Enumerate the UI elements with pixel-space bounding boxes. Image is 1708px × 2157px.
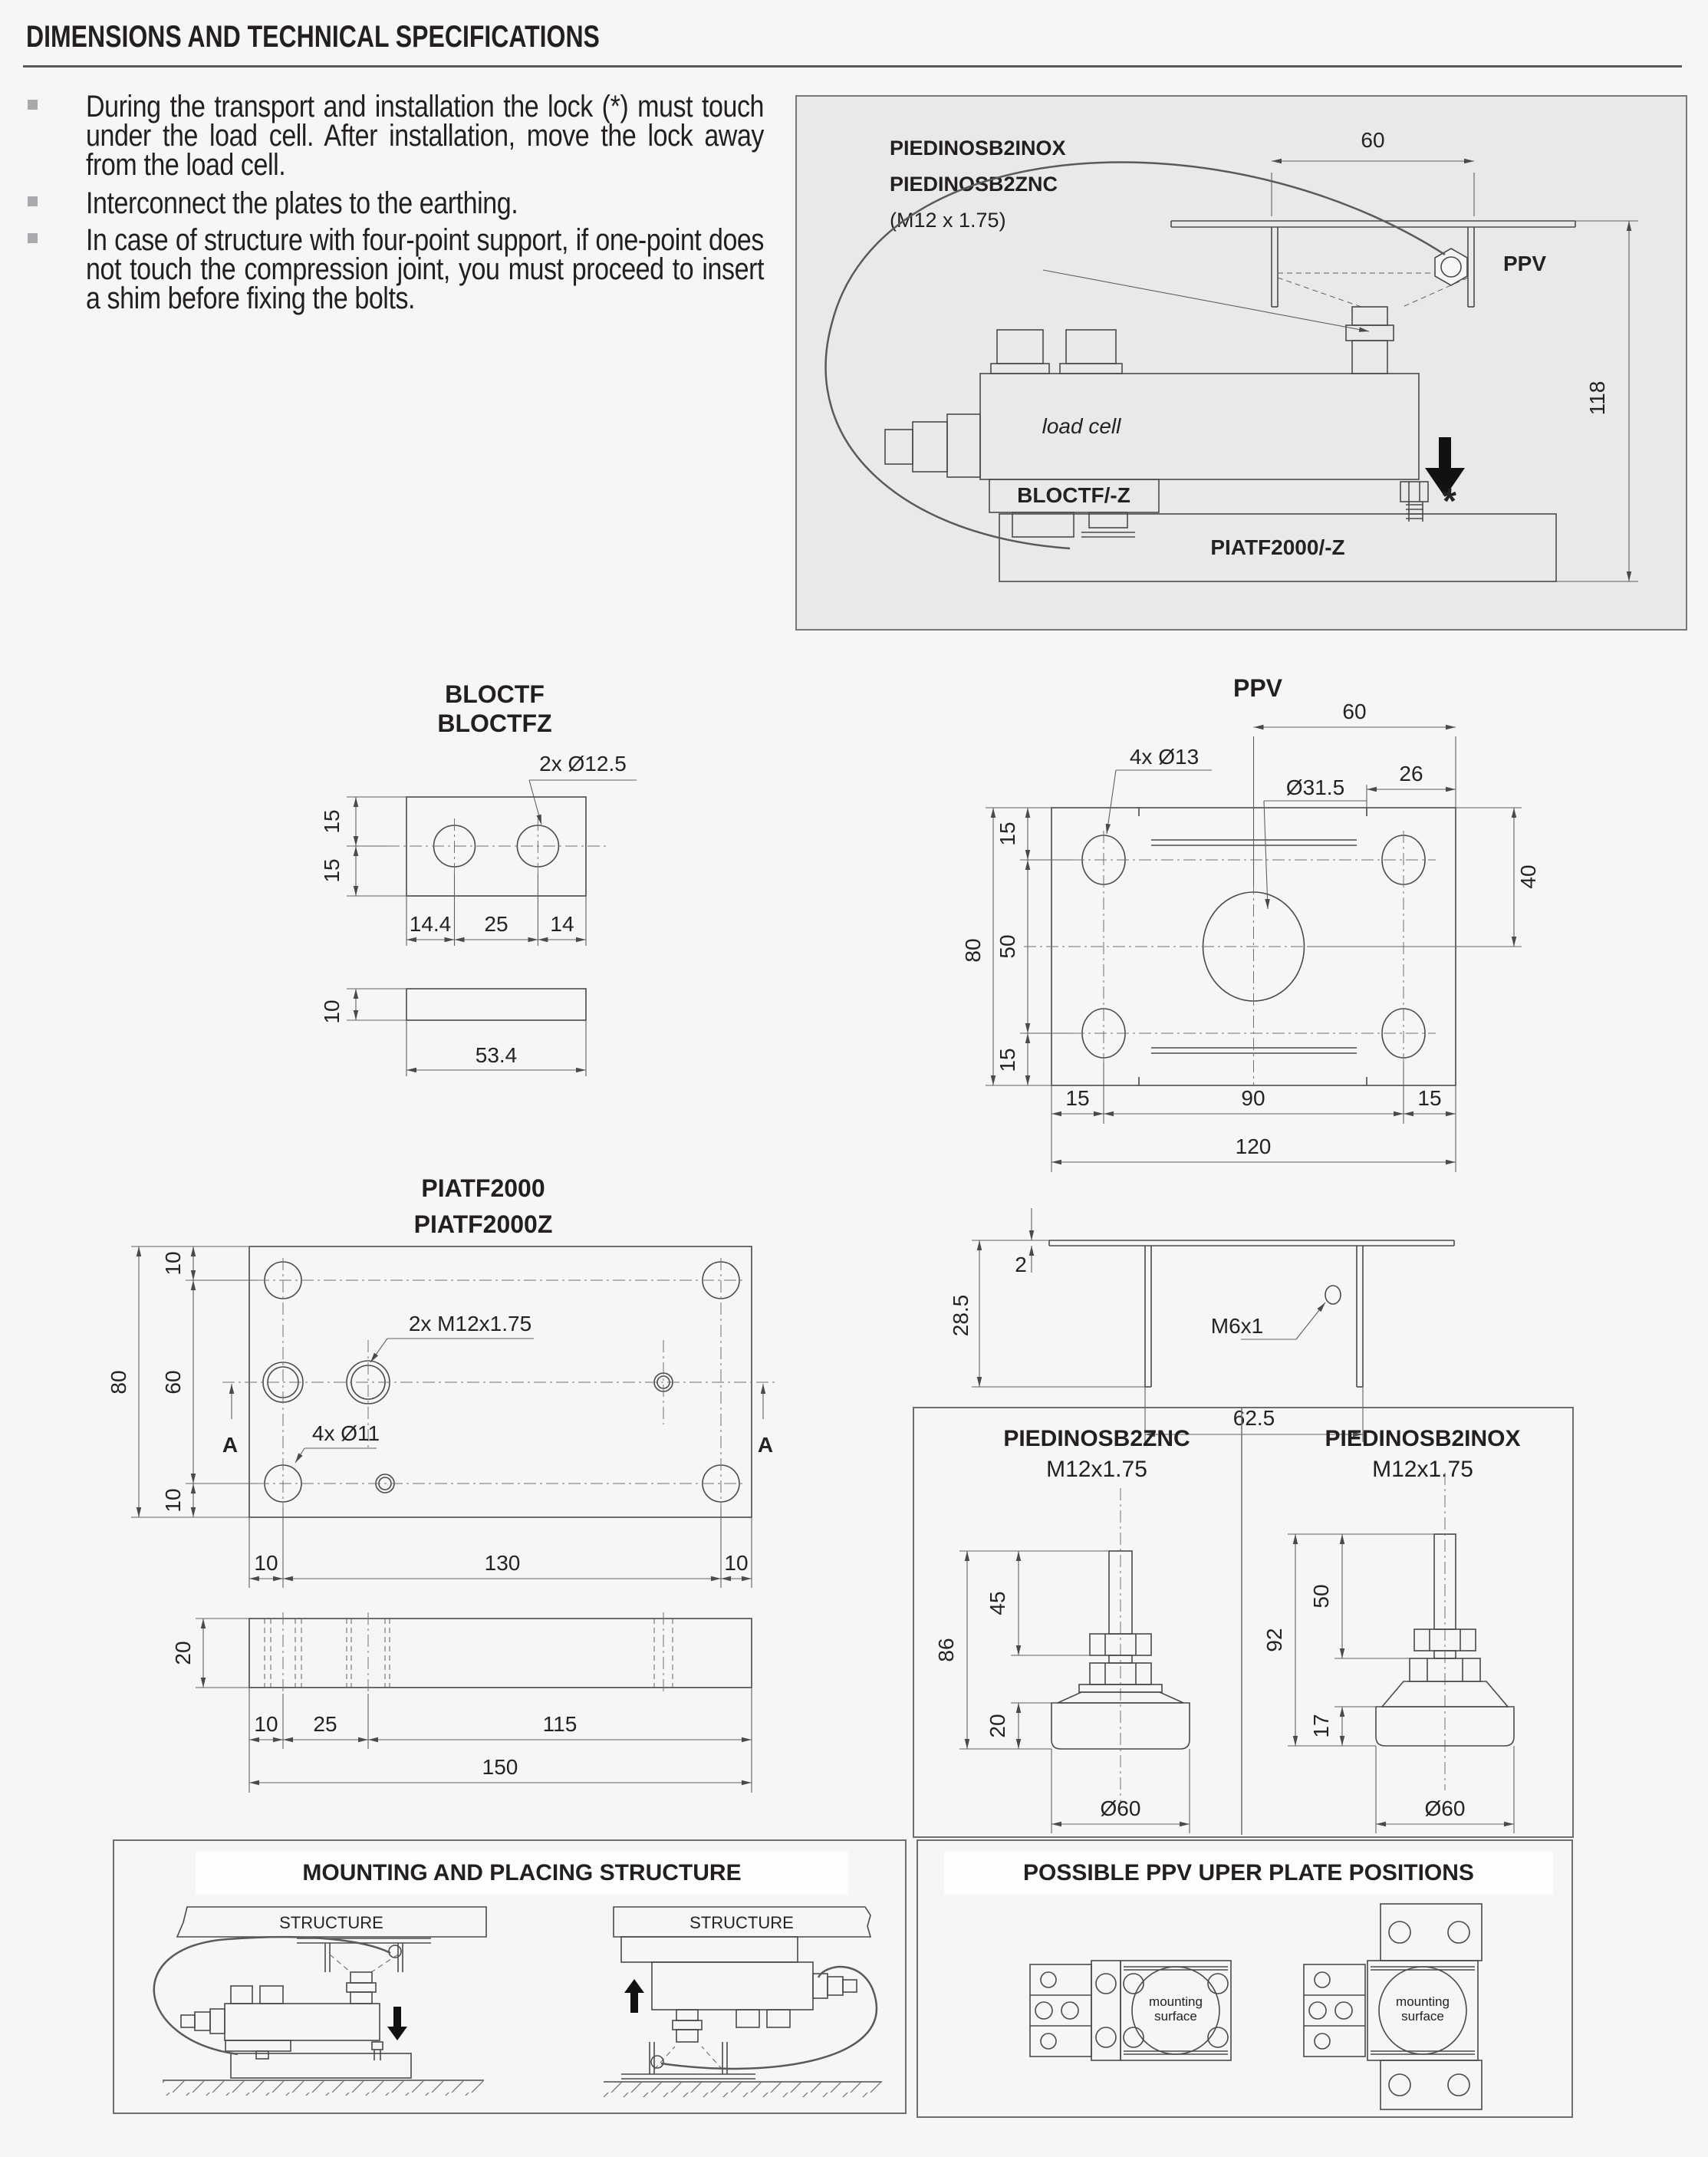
- bloctf-top-view: [387, 797, 606, 896]
- lock-bolt: [1400, 482, 1428, 522]
- piatf-drawing: [107, 1227, 798, 1795]
- dim-25: 25: [484, 912, 508, 936]
- mounting-left-illustration: [154, 1907, 486, 2096]
- mounting-surface-label-left: mounting surface: [1149, 1994, 1203, 2024]
- dim-80: 80: [107, 1370, 130, 1395]
- ground-hatch-right: [604, 2083, 882, 2097]
- o11-callout: 4x Ø11: [311, 1421, 380, 1445]
- inox-subtitle: M12x1.75: [1372, 1457, 1473, 1482]
- bore-callout: Ø31.5: [1285, 776, 1345, 799]
- dim-92: 92: [1262, 1628, 1286, 1652]
- dim-60: 60: [1342, 700, 1367, 723]
- dim-o60-znc: Ø60: [1100, 1796, 1141, 1820]
- mounting-right-illustration: [604, 1907, 882, 2097]
- bloctf-title-line1: BLOCTF: [445, 680, 545, 708]
- dim-20: 20: [986, 1714, 1009, 1738]
- dim-10-bottom: 10: [161, 1488, 185, 1513]
- dim-50: 50: [1309, 1584, 1333, 1609]
- bloctf-figure-title: [322, 680, 667, 738]
- dim-80: 80: [961, 938, 985, 963]
- piatf-dimensions: [107, 1246, 752, 1588]
- load-cell-body: [885, 330, 1419, 479]
- dim-2: 2: [1015, 1253, 1027, 1276]
- dim-50: 50: [996, 934, 1019, 959]
- dim-15b: 15: [320, 858, 344, 883]
- piatf-top-view: [222, 1246, 778, 1517]
- sec-dim-25: 25: [313, 1712, 337, 1736]
- mounting-panel-title: MOUNTING AND PLACING STRUCTURE: [196, 1851, 848, 1895]
- assembly-part2-label: PIEDINOSB2ZNC: [890, 173, 1058, 196]
- feet-drawing: [913, 1407, 1571, 1835]
- znc-title: PIEDINOSB2ZNC: [1003, 1426, 1190, 1451]
- dim-10-top: 10: [161, 1251, 185, 1276]
- piatf-callouts: [295, 1312, 534, 1463]
- dim-62-5: 62.5: [1232, 1406, 1275, 1430]
- section-a-left: A: [222, 1433, 239, 1457]
- dim-120: 120: [1235, 1134, 1272, 1158]
- threaded-suspension: [1346, 307, 1394, 374]
- title-rule: [23, 65, 1682, 68]
- dim-26: 26: [1399, 762, 1423, 785]
- inox-title: PIEDINOSB2INOX: [1325, 1426, 1521, 1451]
- dim-28-5: 28.5: [949, 1294, 972, 1337]
- piatf-title-line1: PIATF2000: [421, 1174, 545, 1202]
- dim-15-top: 15: [996, 822, 1019, 846]
- dim-130: 130: [484, 1551, 521, 1575]
- dim-10-right: 10: [724, 1551, 749, 1575]
- positions-drawing: [917, 1839, 1570, 2115]
- holes-callout: 4x Ø13: [1129, 745, 1200, 769]
- dim-118: 118: [1585, 380, 1609, 416]
- mounting-drawing: [113, 1839, 903, 2111]
- dim-15-left: 15: [1065, 1086, 1090, 1110]
- lock-star: *: [1443, 481, 1456, 521]
- piatf-title-line2: PIATF2000Z: [413, 1210, 553, 1238]
- bullet-icon: [28, 233, 38, 243]
- page-title: DIMENSIONS AND TECHNICAL SPECIFICATIONS: [26, 20, 600, 54]
- thread-callout: M6x1: [1210, 1314, 1264, 1338]
- dim-53-4: 53.4: [475, 1043, 518, 1067]
- m12-callout: 2x M12x1.75: [408, 1312, 532, 1335]
- bullet-icon: [28, 100, 38, 110]
- hole-callout: 2x Ø12.5: [539, 752, 627, 776]
- dim-15a: 15: [320, 809, 344, 834]
- bullet-text-3: In case of structure with four-point support, if one-point does not touch the compression joint, you must proceed to insert a shim before fixing the bolts.: [86, 223, 764, 315]
- dim-15-right: 15: [1417, 1086, 1442, 1110]
- structure-label-left: STRUCTURE: [279, 1913, 383, 1932]
- assembly-thread-label: (M12 x 1.75): [890, 209, 1006, 232]
- dim-45: 45: [986, 1591, 1009, 1615]
- positions-panel-title: POSSIBLE PPV UPER PLATE POSITIONS: [944, 1851, 1553, 1895]
- dim-60: 60: [1361, 128, 1385, 152]
- mounting-surface-label-right: mounting surface: [1396, 1994, 1450, 2024]
- assembly-drawing: [795, 95, 1684, 627]
- piatf-section-view: [171, 1612, 752, 1793]
- bullet-icon: [28, 196, 38, 206]
- dim-86: 86: [934, 1638, 958, 1662]
- structure-label-right: STRUCTURE: [689, 1913, 794, 1932]
- dim-14-4: 14.4: [409, 912, 452, 936]
- dim-40: 40: [1516, 864, 1540, 889]
- leader-line: [1043, 270, 1369, 331]
- ppv-label: PPV: [1502, 252, 1547, 275]
- ground-hatch-left: [163, 2081, 484, 2096]
- dim-10-left: 10: [254, 1551, 278, 1575]
- dim-90: 90: [1241, 1086, 1265, 1110]
- dim-15-bottom: 15: [996, 1048, 1019, 1072]
- cable-gland-nut: [1435, 249, 1467, 285]
- bullet-text-2: Interconnect the plates to the earthing.: [86, 186, 518, 220]
- znc-subtitle: M12x1.75: [1046, 1457, 1147, 1482]
- piatf-label: PIATF2000/-Z: [1210, 535, 1345, 559]
- dim-17: 17: [1309, 1714, 1333, 1738]
- ppv-drawing: [959, 694, 1549, 1177]
- bloctf-drawing: [291, 733, 721, 1116]
- bloctf-label: BLOCTF/-Z: [1017, 483, 1130, 507]
- bloctf-side-view: [406, 989, 586, 1020]
- dim-20: 20: [171, 1641, 195, 1665]
- dim-60: 60: [161, 1370, 185, 1395]
- znc-foot: [934, 1488, 1190, 1833]
- piatf-section-marks: [222, 1384, 773, 1457]
- ppv-figure-title: PPV: [1232, 674, 1283, 702]
- bullet-text-1: During the transport and installation the lock (*) must touch under the load cell. After installation, move the lock away from the load cell.: [86, 90, 764, 182]
- inox-foot: [1262, 1473, 1514, 1833]
- sec-dim-10: 10: [254, 1712, 278, 1736]
- sec-dim-115: 115: [542, 1712, 578, 1736]
- ppv-dimensions: [961, 700, 1540, 1172]
- dim-10: 10: [320, 999, 344, 1024]
- sec-dim-150: 150: [482, 1755, 518, 1779]
- load-cell-label: load cell: [1042, 414, 1121, 438]
- dim-o60-inox: Ø60: [1424, 1796, 1466, 1820]
- section-a-right: A: [757, 1433, 774, 1457]
- dim-14: 14: [550, 912, 574, 936]
- assembly-part1-label: PIEDINOSB2INOX: [890, 137, 1066, 160]
- bloctf-dimensions: [320, 752, 637, 1076]
- bloctf-title-line2: BLOCTFZ: [437, 710, 552, 737]
